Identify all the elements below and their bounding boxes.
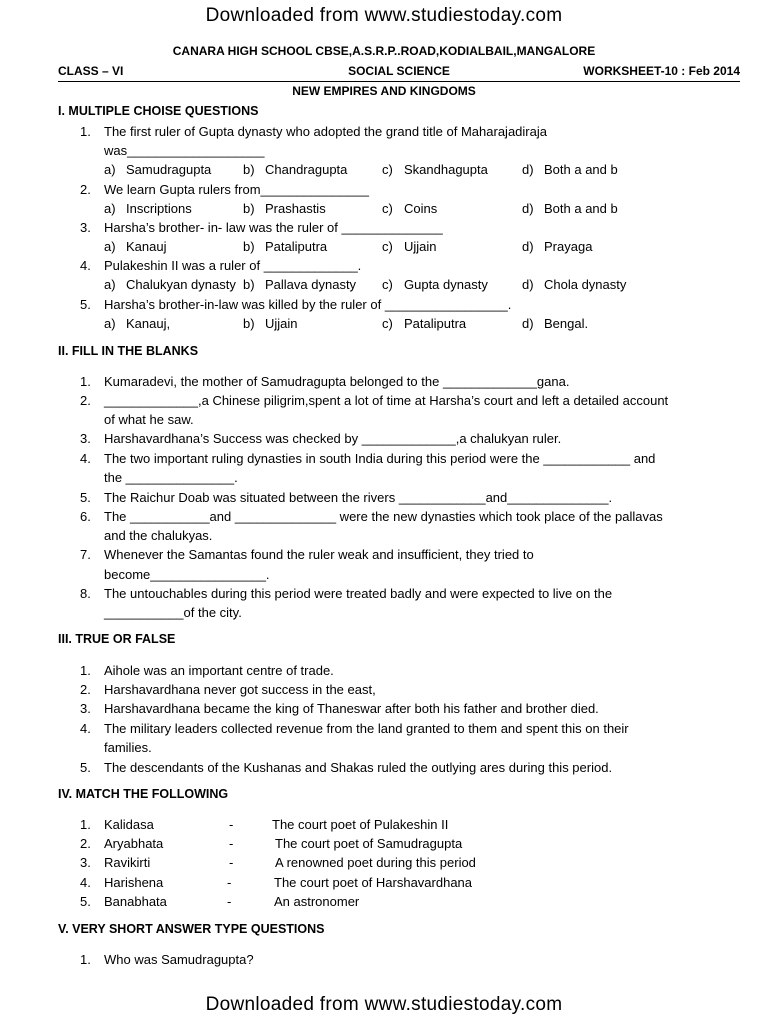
option-letter: d) bbox=[522, 239, 534, 254]
option-letter: b) bbox=[243, 277, 255, 292]
match-left: Ravikirti bbox=[104, 855, 151, 870]
match-dash: - bbox=[229, 836, 234, 851]
item-number: 2. bbox=[80, 836, 91, 851]
download-banner-bottom: Downloaded from www.studiestoday.com bbox=[205, 994, 563, 1015]
option-letter: c) bbox=[382, 162, 393, 177]
fill-blank-item: _____________,a Chinese piligrim,spent a lot of time at Harsha’s court and left a detailed account bbox=[104, 393, 669, 408]
option-b bbox=[243, 314, 298, 333]
option-letter: b) bbox=[243, 162, 255, 177]
item-number: 4. bbox=[80, 451, 91, 466]
fill-blank-item-continued: become________________. bbox=[104, 567, 270, 582]
option-b bbox=[243, 237, 327, 256]
section-title-fill-blanks: II. FILL IN THE BLANKS bbox=[58, 344, 199, 358]
item-number: 5. bbox=[80, 490, 91, 505]
section-title-short-answer: V. VERY SHORT ANSWER TYPE QUESTIONS bbox=[58, 922, 325, 936]
option-letter: d) bbox=[522, 316, 534, 331]
option-letter: d) bbox=[522, 201, 534, 216]
option-text: Pallava dynasty bbox=[265, 277, 357, 292]
download-banner-top: Downloaded from www.studiestoday.com bbox=[205, 5, 563, 26]
match-right: The court poet of Pulakeshin II bbox=[272, 817, 449, 832]
option-a bbox=[104, 314, 170, 333]
section-title-true-false: III. TRUE OR FALSE bbox=[58, 632, 176, 646]
option-letter: b) bbox=[243, 239, 255, 254]
option-text: Skandhagupta bbox=[404, 162, 488, 177]
true-false-item: The descendants of the Kushanas and Shakas ruled the outlying ares during this period. bbox=[104, 760, 613, 775]
item-number: 8. bbox=[80, 586, 91, 601]
option-d bbox=[522, 160, 618, 179]
option-text: Kanauj, bbox=[126, 316, 171, 331]
class-label: CLASS – VI bbox=[58, 64, 124, 78]
option-letter: c) bbox=[382, 277, 393, 292]
option-a bbox=[104, 237, 166, 256]
item-number: 4. bbox=[80, 721, 91, 736]
fill-blank-item: The untouchables during this period were treated badly and were expected to live on the bbox=[104, 586, 613, 601]
question-number: 3. bbox=[80, 220, 91, 235]
fill-blank-item: Kumaradevi, the mother of Samudragupta belonged to the _____________gana. bbox=[104, 374, 570, 389]
match-left: Harishena bbox=[104, 875, 164, 890]
option-text: Coins bbox=[404, 201, 438, 216]
option-c bbox=[382, 275, 488, 294]
option-c bbox=[382, 237, 437, 256]
question-text-continued: was___________________ bbox=[104, 143, 265, 158]
fill-blank-item: The ___________and ______________ were the new dynasties which took place of the pallavas bbox=[104, 509, 663, 524]
school-name: CANARA HIGH SCHOOL CBSE,A.S.R.P..ROAD,KODIALBAIL,MANGALORE bbox=[172, 44, 596, 58]
option-text: Kanauj bbox=[126, 239, 167, 254]
question-text: We learn Gupta rulers from_______________ bbox=[104, 182, 369, 197]
fill-blank-item: The two important ruling dynasties in south India during this period were the ____________ and bbox=[104, 451, 656, 466]
option-text: Chola dynasty bbox=[544, 277, 627, 292]
header-divider bbox=[58, 81, 740, 82]
option-c bbox=[382, 199, 437, 218]
option-text: Bengal. bbox=[544, 316, 589, 331]
option-d bbox=[522, 199, 618, 218]
topic-title: NEW EMPIRES AND KINGDOMS bbox=[292, 84, 476, 98]
match-right: The court poet of Harshavardhana bbox=[274, 875, 473, 890]
option-text: Chandragupta bbox=[265, 162, 348, 177]
subject-label: SOCIAL SCIENCE bbox=[348, 64, 450, 78]
option-letter: c) bbox=[382, 239, 393, 254]
true-false-item-continued: families. bbox=[104, 740, 152, 755]
option-text: Pataliputra bbox=[265, 239, 328, 254]
item-number: 5. bbox=[80, 894, 91, 909]
option-letter: d) bbox=[522, 277, 534, 292]
worksheet-label: WORKSHEET-10 : Feb 2014 bbox=[583, 64, 740, 78]
item-number: 1. bbox=[80, 952, 91, 967]
option-letter: d) bbox=[522, 162, 534, 177]
true-false-item: The military leaders collected revenue from the land granted to them and spent this on their bbox=[104, 721, 629, 736]
item-number: 2. bbox=[80, 682, 91, 697]
option-d bbox=[522, 237, 592, 256]
question-text: Harsha’s brother-in-law was killed by the ruler of _________________. bbox=[104, 297, 512, 312]
option-letter: c) bbox=[382, 201, 393, 216]
option-letter: a) bbox=[104, 162, 116, 177]
section-title-match: IV. MATCH THE FOLLOWING bbox=[58, 787, 229, 801]
item-number: 3. bbox=[80, 431, 91, 446]
item-number: 3. bbox=[80, 855, 91, 870]
fill-blank-item: Harshavardhana’s Success was checked by _____________,a chalukyan ruler. bbox=[104, 431, 562, 446]
item-number: 6. bbox=[80, 509, 91, 524]
match-left: Aryabhata bbox=[104, 836, 164, 851]
option-letter: a) bbox=[104, 239, 116, 254]
match-dash: - bbox=[227, 894, 232, 909]
question-text: Harsha’s brother- in- law was the ruler of ______________ bbox=[104, 220, 443, 235]
fill-blank-item-continued: of what he saw. bbox=[104, 412, 194, 427]
option-text: Both a and b bbox=[544, 201, 618, 216]
option-text: Prashastis bbox=[265, 201, 326, 216]
option-text: Samudragupta bbox=[126, 162, 212, 177]
true-false-item: Harshavardhana became the king of Thaneswar after both his father and brother died. bbox=[104, 701, 599, 716]
item-number: 7. bbox=[80, 547, 91, 562]
option-a bbox=[104, 160, 211, 179]
option-b bbox=[243, 275, 356, 294]
option-letter: c) bbox=[382, 316, 393, 331]
option-text: Prayaga bbox=[544, 239, 593, 254]
item-number: 2. bbox=[80, 393, 91, 408]
option-c bbox=[382, 160, 488, 179]
question-text: Pulakeshin II was a ruler of _____________. bbox=[104, 258, 362, 273]
option-b bbox=[243, 160, 347, 179]
option-text: Inscriptions bbox=[126, 201, 192, 216]
match-dash: - bbox=[227, 875, 232, 890]
question-number: 1. bbox=[80, 124, 91, 139]
option-c bbox=[382, 314, 466, 333]
option-text: Chalukyan dynasty bbox=[126, 277, 236, 292]
item-number: 4. bbox=[80, 875, 91, 890]
worksheet-info-row bbox=[58, 64, 740, 80]
section-title-mcq: I. MULTIPLE CHOISE QUESTIONS bbox=[58, 104, 259, 118]
option-d bbox=[522, 275, 626, 294]
option-text: Ujjain bbox=[265, 316, 298, 331]
item-number: 3. bbox=[80, 701, 91, 716]
option-letter: b) bbox=[243, 201, 255, 216]
fill-blank-item: Whenever the Samantas found the ruler weak and insufficient, they tried to bbox=[104, 547, 534, 562]
fill-blank-item: The Raichur Doab was situated between the rivers ____________and______________. bbox=[104, 490, 613, 505]
option-letter: b) bbox=[243, 316, 255, 331]
option-d bbox=[522, 314, 588, 333]
item-number: 5. bbox=[80, 760, 91, 775]
match-right: The court poet of Samudragupta bbox=[275, 836, 463, 851]
fill-blank-item-continued: ___________of the city. bbox=[104, 605, 242, 620]
option-text: Both a and b bbox=[544, 162, 618, 177]
question-number: 2. bbox=[80, 182, 91, 197]
match-dash: - bbox=[229, 817, 234, 832]
question-text: The first ruler of Gupta dynasty who adopted the grand title of Maharajadiraja bbox=[104, 124, 547, 139]
question-number: 5. bbox=[80, 297, 91, 312]
match-left: Kalidasa bbox=[104, 817, 154, 832]
fill-blank-item-continued: the _______________. bbox=[104, 470, 238, 485]
item-number: 1. bbox=[80, 817, 91, 832]
option-letter: a) bbox=[104, 277, 116, 292]
match-right: An astronomer bbox=[274, 894, 360, 909]
short-answer-question: Who was Samudragupta? bbox=[104, 952, 254, 967]
option-a bbox=[104, 275, 236, 294]
match-dash: - bbox=[229, 855, 234, 870]
option-letter: a) bbox=[104, 201, 116, 216]
true-false-item: Harshavardhana never got success in the east, bbox=[104, 682, 376, 697]
option-b bbox=[243, 199, 326, 218]
match-left: Banabhata bbox=[104, 894, 167, 909]
option-text: Ujjain bbox=[404, 239, 437, 254]
question-number: 4. bbox=[80, 258, 91, 273]
fill-blank-item-continued: and the chalukyas. bbox=[104, 528, 213, 543]
item-number: 1. bbox=[80, 663, 91, 678]
option-text: Pataliputra bbox=[404, 316, 467, 331]
item-number: 1. bbox=[80, 374, 91, 389]
option-a bbox=[104, 199, 192, 218]
match-right: A renowned poet during this period bbox=[275, 855, 476, 870]
true-false-item: Aihole was an important centre of trade. bbox=[104, 663, 334, 678]
option-text: Gupta dynasty bbox=[404, 277, 488, 292]
option-letter: a) bbox=[104, 316, 116, 331]
